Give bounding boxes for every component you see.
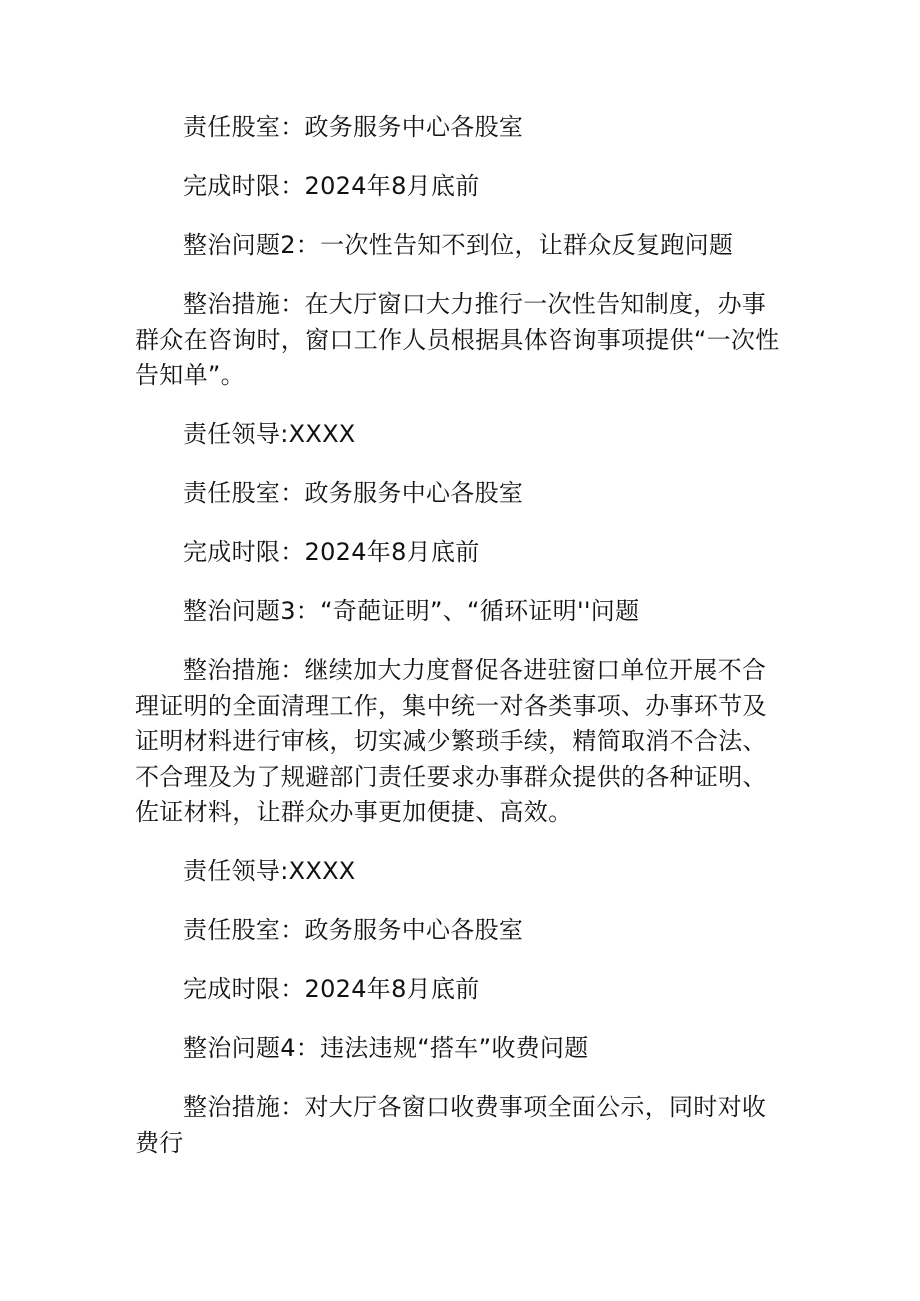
issue-3-title: 整治问题3：“奇葩证明”、“循环证明''问题	[183, 597, 640, 625]
responsible-leader-2: 责任领导:XXXX	[183, 420, 356, 448]
responsible-leader-3: 责任领导:XXXX	[183, 857, 356, 885]
deadline-3: 完成时限：2024年8月底前	[183, 975, 480, 1003]
deadline-2: 完成时限：2024年8月底前	[183, 538, 480, 566]
issue-4-measures: 整治措施：对大厅各窗口收费事项全面公示，同时对收费行	[135, 1093, 767, 1157]
issue-3-measures: 整治措施：继续加大力度督促各进驻窗口单位开展不合理证明的全面清理工作，集中统一对各类事项、办事环节及证明材料进行审核，切实减少繁琐手续，精简取消不合法、不合理及为了规避部门责任要求办事群众提供的各种证明、佐证材料，让群众办事更加便捷、高效。	[135, 656, 767, 826]
issue-4-title: 整治问题4：违法违规“搭车”收费问题	[183, 1034, 589, 1062]
deadline-1: 完成时限：2024年8月底前	[183, 172, 480, 200]
issue-2-title: 整治问题2：一次性告知不到位，让群众反复跑问题	[183, 231, 734, 259]
responsible-office-2: 责任股室：政务服务中心各股室	[183, 479, 524, 507]
responsible-office-1: 责任股室：政务服务中心各股室	[183, 113, 524, 141]
responsible-office-3: 责任股室：政务服务中心各股室	[183, 916, 524, 944]
issue-2-measures: 整治措施：在大厅窗口大力推行一次性告知制度，办事群众在咨询时，窗口工作人员根据具体咨询事项提供“一次性告知单”。	[135, 290, 780, 389]
document-body	[135, 110, 790, 1161]
